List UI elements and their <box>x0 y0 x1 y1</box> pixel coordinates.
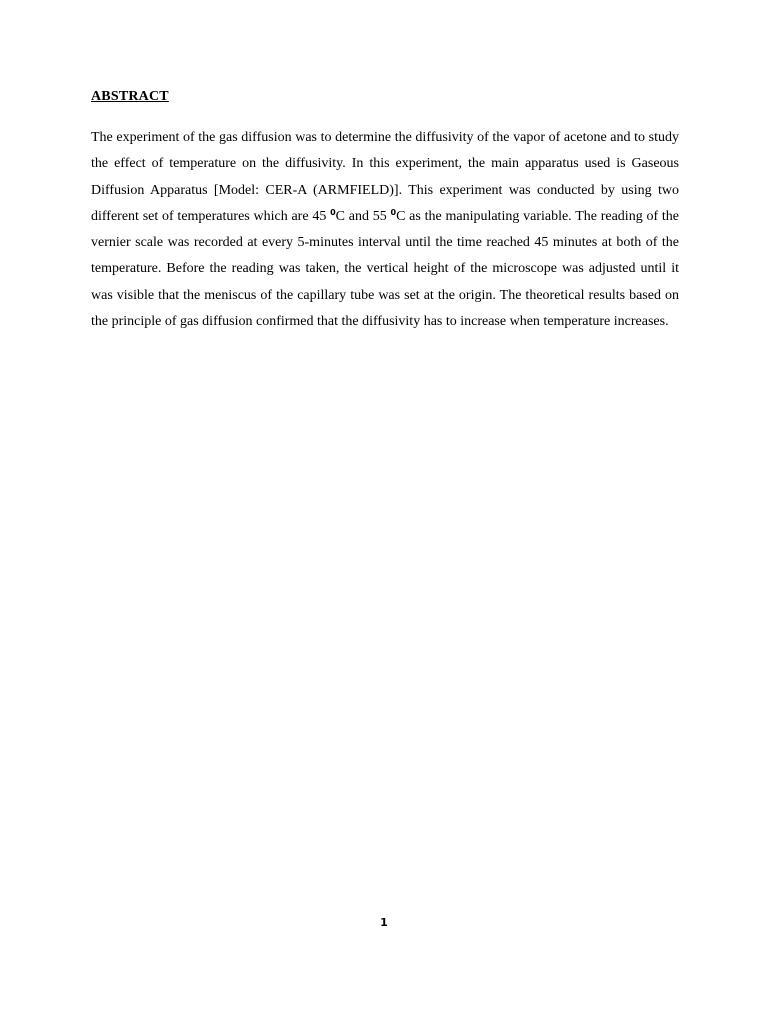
abstract-heading: ABSTRACT <box>91 89 169 104</box>
degree-superscript: 0 <box>330 207 336 217</box>
abstract-text-part-1: The experiment of the gas diffusion was to determine the diffusivity of the vapor of acetone and to study the effect of temperature on the diffusivity. In this experiment, the main apparatus used is Gaseous Diffusion Apparatus [Model: CER-A (ARMFIELD)]. This experiment was conducted by using two different set of temperatures which are 45 <box>91 130 679 224</box>
degree-superscript: 0 <box>390 207 397 217</box>
abstract-text-part-3: C as the manipulating variable. The reading of the vernier scale was recorded at every 5-minutes interval until the time reached 45 minutes at both of the temperature. Before the reading was taken, the vertical height of the microscope was adjusted until it was visible that the meniscus of the capillary tube was set at the origin. The theoretical results based on the principle of gas diffusion confirmed that the diffusivity has to increase when temperature increases. <box>91 208 679 330</box>
abstract-paragraph <box>91 125 679 335</box>
page-number: 1 <box>380 916 388 929</box>
abstract-text-part-2: C and 55 <box>335 208 391 224</box>
